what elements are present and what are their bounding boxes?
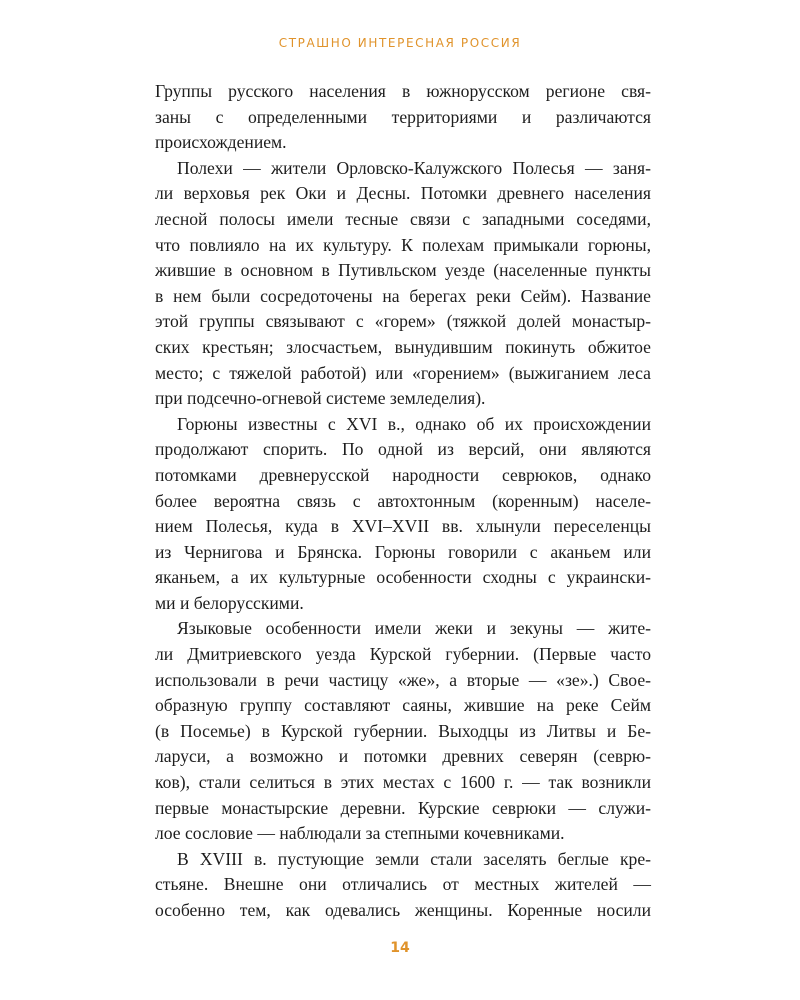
text-line: Горюны известны с XVI в., однако об их происхождении — [177, 413, 651, 434]
text-line: в нем были сосредоточены на берегах реки Сейм). Название — [155, 285, 651, 306]
text-line: место; с тяжелой работой) или «горением» (выжиганием леса — [155, 362, 651, 383]
text-line: лое сословие — наблюдали за степными кочевниками. — [155, 823, 565, 844]
text-line: что повлияло на их культуру. К полехам примыкали горюны, — [155, 234, 651, 255]
text-line: образную группу составляют саяны, жившие на реке Сейм — [155, 695, 651, 716]
paragraph — [155, 412, 651, 617]
text-line: (в Посемье) в Курской губернии. Выходцы из Литвы и Бе- — [155, 720, 651, 741]
text-line: ли верховья рек Оки и Десны. Потомки древнего населения — [155, 183, 651, 204]
text-line: особенно тем, как одевались женщины. Коренные носили — [155, 900, 651, 920]
text-line: ских крестьян; злосчастьем, вынудившим покинуть обжитое — [155, 336, 651, 357]
paragraph — [155, 616, 651, 846]
paragraph — [155, 79, 651, 156]
text-line: этой группы связывают с «горем» (тяжкой долей монастыр- — [155, 311, 651, 332]
text-line: потомками древнерусской народности севрюков, однако — [155, 464, 651, 485]
text-line: использовали в речи частицу «же», а вторые — «зе».) Свое- — [155, 669, 651, 690]
text-line: более вероятна связь с автохтонным (коренным) населе- — [155, 490, 651, 511]
text-line: из Чернигова и Брянска. Горюны говорили с аканьем или — [155, 541, 651, 562]
paragraph — [155, 847, 651, 924]
text-line: жившие в основном в Путивльском уезде (населенные пункты — [155, 260, 651, 281]
body-text — [155, 79, 651, 924]
text-line: В XVIII в. пустующие земли стали заселять беглые кре- — [177, 848, 651, 869]
paragraph — [155, 156, 651, 412]
text-line: заны с определенными территориями и различаются — [155, 106, 651, 127]
text-line: ков), стали селиться в этих местах с 1600 г. — так возникли — [155, 772, 651, 793]
page-number: 14 — [390, 940, 410, 956]
text-line: происхождением. — [155, 132, 287, 153]
running-header: СТРАШНО ИНТЕРЕСНАЯ РОССИЯ — [278, 36, 522, 50]
text-line: Группы русского населения в южнорусском регионе свя- — [155, 81, 651, 101]
text-line: Полехи — жители Орловско-Калужского Полесья — заня- — [177, 157, 651, 178]
text-line: яканьем, а их культурные особенности сходны с украински- — [155, 567, 651, 588]
text-line: продолжают спорить. По одной из версий, они являются — [155, 439, 651, 460]
text-line: ли Дмитриевского уезда Курской губернии. (Первые часто — [155, 644, 651, 665]
text-line: первые монастырские деревни. Курские севрюки — служи- — [155, 797, 651, 818]
text-line: лесной полосы имели тесные связи с западными соседями, — [155, 208, 651, 229]
text-line: ми и белорусскими. — [155, 592, 304, 613]
text-line: нием Полесья, куда в XVI–XVII вв. хлынули переселенцы — [155, 516, 651, 537]
text-line: Языковые особенности имели жеки и зекуны — жите- — [177, 618, 651, 639]
text-line: при подсечно-огневой системе земледелия). — [155, 388, 486, 409]
text-line: ларуси, а возможно и потомки древних северян (севрю- — [155, 746, 651, 767]
text-line: стьяне. Внешне они отличались от местных жителей — — [155, 874, 651, 895]
